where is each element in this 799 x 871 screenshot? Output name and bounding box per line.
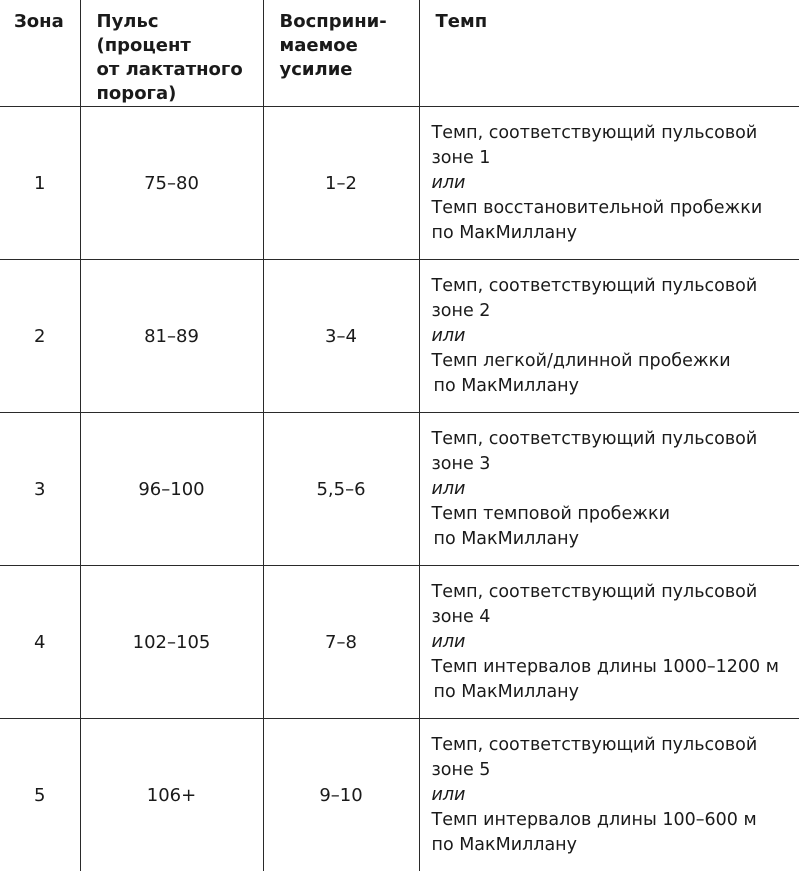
table-row (0, 719, 799, 871)
pace-line: зоне 5 (432, 758, 790, 783)
pace-line: по МакМиллану (432, 680, 790, 705)
header-effort (263, 0, 419, 107)
zone-cell: 2 (0, 260, 80, 413)
pace-or: или (432, 783, 790, 808)
header-pulse-line1: Пульс (процент (97, 10, 253, 58)
zone-cell: 3 (0, 413, 80, 566)
pace-line: зоне 1 (432, 146, 790, 171)
zone-cell: 4 (0, 566, 80, 719)
effort-cell: 7–8 (263, 566, 419, 719)
pace-line: Темп, соответствующий пульсовой (432, 121, 790, 146)
header-effort-line1: Восприни- (280, 10, 409, 34)
pace-line: Темп восстановительной пробежки (432, 196, 790, 221)
effort-cell: 3–4 (263, 260, 419, 413)
pace-line: по МакМиллану (432, 833, 790, 858)
table-row (0, 413, 799, 566)
header-pace (419, 0, 799, 107)
pulse-cell: 96–100 (80, 413, 263, 566)
header-pulse (80, 0, 263, 107)
pace-line: Темп легкой/длинной пробежки (432, 349, 790, 374)
pace-line: по МакМиллану (432, 374, 790, 399)
effort-cell: 5,5–6 (263, 413, 419, 566)
header-pulse-line3: порога) (97, 82, 253, 106)
table-row (0, 260, 799, 413)
header-row (0, 0, 799, 107)
header-effort-line2: маемое (280, 34, 409, 58)
pace-line: по МакМиллану (432, 221, 790, 246)
pace-or: или (432, 324, 790, 349)
pace-line: Темп, соответствующий пульсовой (432, 427, 790, 452)
table-row (0, 566, 799, 719)
pace-line: зоне 3 (432, 452, 790, 477)
pace-or: или (432, 171, 790, 196)
pace-cell (419, 260, 799, 413)
header-zone-label: Зона (14, 11, 64, 32)
pace-line: по МакМиллану (432, 527, 790, 552)
pace-line: Темп, соответствующий пульсовой (432, 274, 790, 299)
pace-cell (419, 413, 799, 566)
pace-line: зоне 2 (432, 299, 790, 324)
pace-line: Темп интервалов длины 100–600 м (432, 808, 790, 833)
header-pace-label: Темп (436, 11, 488, 32)
effort-cell: 9–10 (263, 719, 419, 871)
pulse-cell: 102–105 (80, 566, 263, 719)
pulse-cell: 75–80 (80, 107, 263, 260)
pulse-cell: 106+ (80, 719, 263, 871)
header-effort-line3: усилие (280, 58, 409, 82)
pace-line: Темп, соответствующий пульсовой (432, 580, 790, 605)
pace-line: зоне 4 (432, 605, 790, 630)
pace-line: Темп темповой пробежки (432, 502, 790, 527)
pace-or: или (432, 477, 790, 502)
pace-line: Темп, соответствующий пульсовой (432, 733, 790, 758)
pulse-cell: 81–89 (80, 260, 263, 413)
pace-cell (419, 107, 799, 260)
table-row (0, 107, 799, 260)
pace-cell (419, 719, 799, 871)
zone-cell: 1 (0, 107, 80, 260)
effort-cell: 1–2 (263, 107, 419, 260)
pace-or: или (432, 630, 790, 655)
header-zone (0, 0, 80, 107)
zone-cell: 5 (0, 719, 80, 871)
header-pulse-line2: от лактатного (97, 58, 253, 82)
pace-line: Темп интервалов длины 1000–1200 м (432, 655, 790, 680)
pace-cell (419, 566, 799, 719)
